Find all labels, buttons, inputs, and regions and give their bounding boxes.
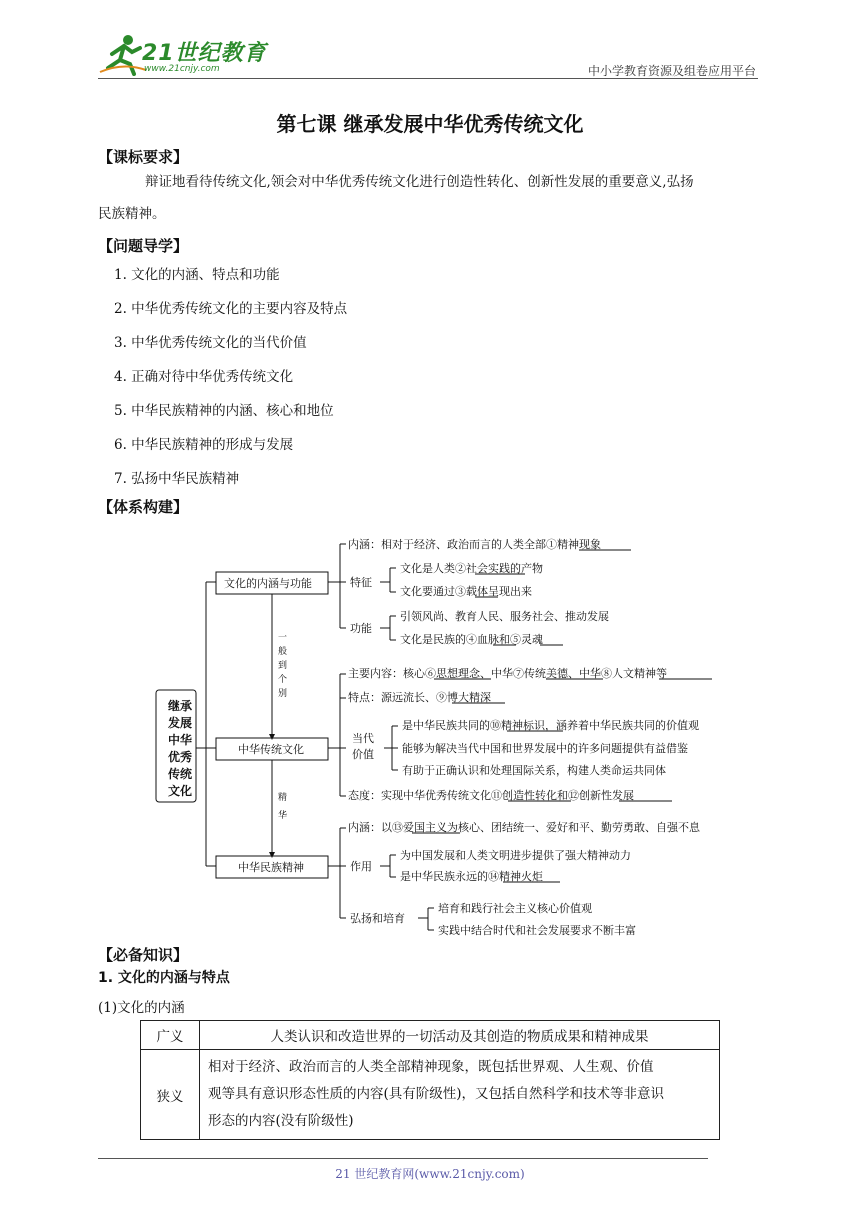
- node1-label: 文化的内涵与功能: [224, 577, 312, 590]
- wenti-item: 7. 弘扬中华民族精神: [114, 471, 240, 487]
- definition-table: [140, 1020, 720, 1140]
- wenti-item: 1. 文化的内涵、特点和功能: [114, 267, 280, 283]
- bibei-subtitle-2: (1)文化的内涵: [98, 1000, 185, 1016]
- root-line: 中华: [168, 733, 193, 747]
- footer-rule: [98, 1158, 708, 1159]
- logo-text: 21世纪教育: [142, 41, 267, 66]
- link-label: 精: [278, 793, 288, 803]
- node2-label: 中华传统文化: [238, 743, 304, 756]
- table-value-line: 观等具有意识形态性质的内容(具有阶级性)，又包括自然科学和技术等非意识: [208, 1086, 665, 1102]
- n2-taidu: 态度：实现中华优秀传统文化⑪创造性转化和⑫创新性发展: [348, 789, 634, 802]
- n1-tezheng-2: 文化要通过③载体呈现出来: [400, 585, 532, 598]
- runner-logo-icon: [98, 32, 148, 76]
- section-wenti: 【问题导学】: [98, 237, 189, 255]
- table-key: 狭义: [141, 1050, 200, 1140]
- table-row: [141, 1021, 720, 1050]
- page-title: 第七课 继承发展中华优秀传统文化: [276, 112, 584, 136]
- node3-label: 中华民族精神: [238, 861, 304, 874]
- table-value: 人类认识和改造世界的一切活动及其创造的物质成果和精神成果: [200, 1021, 720, 1050]
- table-value: [200, 1050, 720, 1140]
- table-value-line: 形态的内容(没有阶级性): [208, 1113, 354, 1129]
- root-line: 传统: [168, 767, 193, 781]
- n1-gongneng-1: 引领风尚、教育人民、服务社会、推动发展: [400, 610, 609, 623]
- n1-gongneng-2: 文化是民族的④血脉和⑤灵魂: [400, 633, 543, 646]
- n3-zuoyong: 作用: [350, 860, 372, 873]
- link-label: 到: [278, 661, 288, 671]
- n1-tezheng: 特征: [350, 576, 372, 589]
- n2-jiazhi: 价值: [352, 748, 374, 761]
- n3-zuoyong-1: 为中国发展和人类文明进步提供了强大精神动力: [400, 849, 631, 862]
- root-line: 发展: [168, 716, 193, 730]
- n1-neihan: 内涵：相对于经济、政治而言的人类全部①精神现象: [348, 538, 601, 551]
- root-line: 文化: [168, 784, 193, 798]
- link-label: 华: [278, 811, 288, 821]
- n2-jiazhi-1: 是中华民族共同的⑩精神标识，涵养着中华民族共同的价值观: [402, 719, 699, 732]
- n3-hongyang: 弘扬和培育: [350, 912, 405, 925]
- concept-map: [150, 530, 770, 940]
- bibei-subtitle-1: 1. 文化的内涵与特点: [98, 970, 230, 986]
- table-value-line: 相对于经济、政治而言的人类全部精神现象，既包括世界观、人生观、价值: [208, 1059, 654, 1075]
- footer-text: 21 世纪教育网(www.21cnjy.com): [335, 1167, 525, 1181]
- n3-zuoyong-2: 是中华民族永远的⑭精神火炬: [400, 870, 543, 883]
- kebiao-text-2: 民族精神。: [98, 206, 166, 222]
- root-line: 优秀: [168, 750, 193, 764]
- wenti-item: 4. 正确对待中华优秀传统文化: [114, 369, 294, 385]
- n2-tedian: 特点：源远流长、⑨博大精深: [348, 691, 491, 704]
- header-platform-text: 中小学教育资源及组卷应用平台: [587, 64, 756, 78]
- root-line: 继承: [168, 699, 193, 713]
- n3-hongyang-2: 实践中结合时代和社会发展要求不断丰富: [438, 924, 636, 937]
- kebiao-text-1: 辩证地看待传统文化,领会对中华优秀传统文化进行创造性转化、创新性发展的重要意义,弘扬: [145, 174, 694, 190]
- wenti-item: 2. 中华优秀传统文化的主要内容及特点: [114, 301, 348, 317]
- n2-zhuyao: 主要内容：核心⑥思想理念、中华⑦传统美德、中华⑧人文精神等: [348, 667, 667, 680]
- link-label: 别: [278, 689, 288, 699]
- section-kebiao: 【课标要求】: [98, 148, 189, 166]
- link-label: 一: [278, 633, 288, 643]
- wenti-item: 6. 中华民族精神的形成与发展: [114, 437, 294, 453]
- wenti-item: 5. 中华民族精神的内涵、核心和地位: [114, 403, 334, 419]
- section-bibei: 【必备知识】: [98, 946, 189, 964]
- table-key: 广义: [141, 1021, 200, 1050]
- n2-jiazhi-2: 能够为解决当代中国和世界发展中的许多问题提供有益借鉴: [402, 742, 688, 755]
- n3-neihan: 内涵：以⑬爱国主义为核心、团结统一、爱好和平、勤劳勇敢、自强不息: [348, 821, 700, 834]
- table-row: [141, 1050, 720, 1140]
- wenti-item: 3. 中华优秀传统文化的当代价值: [114, 335, 307, 351]
- n2-dangdai: 当代: [352, 732, 374, 745]
- link-label: 个: [278, 675, 288, 685]
- n2-jiazhi-3: 有助于正确认识和处理国际关系，构建人类命运共同体: [402, 764, 666, 777]
- n3-hongyang-1: 培育和践行社会主义核心价值观: [438, 902, 592, 915]
- header-rule: [98, 78, 758, 79]
- n1-gongneng: 功能: [350, 622, 372, 635]
- logo-url: www.21cnjy.com: [144, 64, 220, 74]
- link-label: 般: [278, 647, 288, 657]
- n1-tezheng-1: 文化是人类②社会实践的产物: [400, 562, 543, 575]
- section-tixi: 【体系构建】: [98, 498, 189, 516]
